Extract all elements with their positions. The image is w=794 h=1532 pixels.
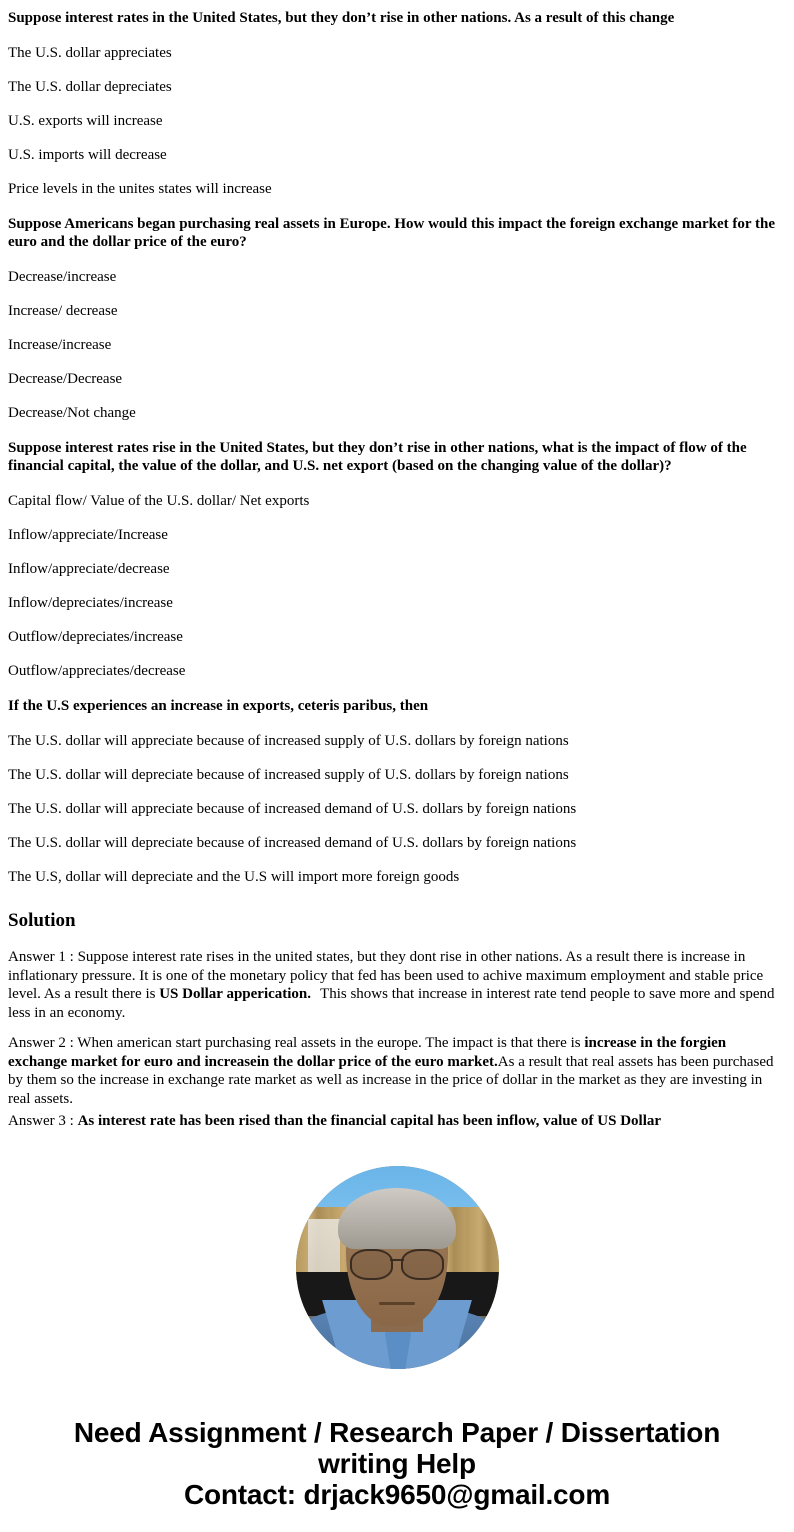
question-prompt: Suppose interest rates in the United States, but they don’t rise in other nations. As a result of this change [8, 10, 675, 26]
answer-1 [8, 942, 786, 1028]
question-option[interactable]: Inflow/appreciate/Increase [8, 527, 168, 543]
question-block [8, 688, 786, 894]
avatar-eyeglass-bridge [390, 1259, 404, 1261]
answer-3-prefix: Answer 3 : [8, 1114, 78, 1129]
question-option[interactable]: The U.S. dollar appreciates [8, 45, 172, 61]
question-option[interactable]: Increase/ decrease [8, 303, 118, 319]
question-block [8, 0, 786, 206]
answer-2-text-part2: As a result that real assets has been purchased by them so the increase in exchange rate market as well as increase in the price of dollar in the market as they are investing in real assets. [8, 1053, 774, 1107]
answer-2-emphasis: increase in the forgien exchange market for euro and increasein the dollar price of the euro market. [8, 1035, 727, 1070]
question-prompt: If the U.S experiences an increase in exports, ceteris paribus, then [8, 698, 429, 714]
question-prompt: Suppose Americans began purchasing real assets in Europe. How would this impact the foreign exchange market for the euro and the dollar price of the euro? [8, 216, 775, 250]
answer-1-text-part1: Answer 1 : Suppose interest rate rises in the united states, but they dont rise in other nations. As a result there is increase in inflationary pressure. It is one of the monetary policy that fed has been used to achive maximum employment and stable price level. As a result there is [8, 949, 764, 1002]
question-option[interactable]: U.S. imports will decrease [8, 147, 167, 163]
promo-footer [0, 1375, 794, 1532]
answer-3 [8, 1114, 786, 1130]
question-option[interactable]: Increase/increase [8, 337, 112, 353]
promo-footer-line-1: Need Assignment / Research Paper / Dissertation [73, 1417, 721, 1448]
answer-1-emphasis: US Dollar apperication. [159, 986, 312, 1002]
promo-footer-line-2: writing Help [318, 1448, 476, 1479]
answer-1-text-part2: This shows that increase in interest rate tend people to save more and spend less in an economy. [8, 986, 775, 1021]
question-option[interactable]: Price levels in the unites states will increase [8, 181, 272, 197]
question-option[interactable]: Capital flow/ Value of the U.S. dollar/ Net exports [8, 493, 310, 509]
avatar-eyeglass-right [401, 1249, 444, 1279]
question-option[interactable]: Decrease/increase [8, 269, 117, 285]
answer-3-clipped-row [8, 1114, 786, 1130]
answer-2-text-part1: Answer 2 : When american start purchasing real assets in the europe. The impact is that there is [8, 1035, 585, 1051]
answer-3-emphasis: As interest rate has been rised than the financial capital has been inflow, value of US Dollar [77, 1114, 662, 1129]
solution-heading: Solution [8, 910, 76, 931]
question-option[interactable]: U.S. exports will increase [8, 113, 163, 129]
question-option[interactable]: Outflow/appreciates/decrease [8, 663, 186, 679]
answer-2 [8, 1028, 786, 1114]
question-option[interactable]: Decrease/Decrease [8, 371, 123, 387]
question-option[interactable]: The U.S. dollar will appreciate because of increased demand of U.S. dollars by foreign nations [8, 801, 577, 817]
question-option[interactable]: Inflow/appreciate/decrease [8, 561, 170, 577]
question-option[interactable]: The U.S. dollar will appreciate because of increased supply of U.S. dollars by foreign nations [8, 733, 569, 749]
avatar-mouth [379, 1302, 416, 1305]
question-option[interactable]: Outflow/depreciates/increase [8, 629, 183, 645]
question-option[interactable]: The U.S, dollar will depreciate and the U.S will import more foreign goods [8, 869, 460, 885]
question-option[interactable]: Inflow/depreciates/increase [8, 595, 173, 611]
question-option[interactable]: The U.S. dollar will depreciate because of increased supply of U.S. dollars by foreign nations [8, 767, 569, 783]
avatar-container [0, 1130, 794, 1375]
promo-footer-contact: Contact: drjack9650@gmail.com [183, 1479, 611, 1510]
avatar-eyeglass-left [350, 1249, 393, 1279]
question-option[interactable]: The U.S. dollar will depreciate because of increased demand of U.S. dollars by foreign nations [8, 835, 577, 851]
question-option[interactable]: Decrease/Not change [8, 405, 136, 421]
question-option[interactable]: The U.S. dollar depreciates [8, 79, 172, 95]
question-block [8, 206, 786, 430]
question-prompt: Suppose interest rates rise in the United States, but they don’t rise in other nations, what is the impact of flow of the financial capital, the value of the dollar, and U.S. net export (based on the changing value of the dollar)? [8, 440, 747, 474]
question-block [8, 430, 786, 688]
avatar [296, 1166, 499, 1369]
